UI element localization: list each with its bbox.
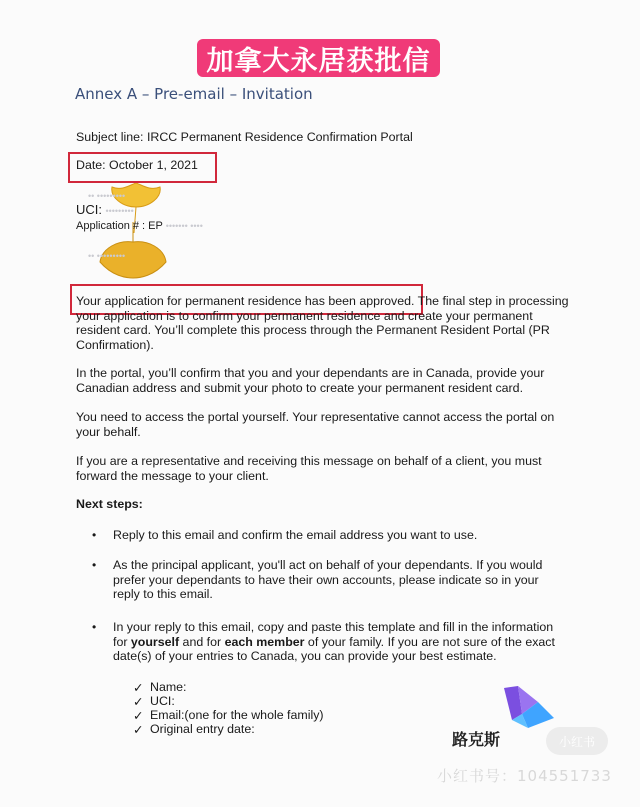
bullet3-bold-each-member: each member [224,634,305,649]
checklist-item-entry-date: Original entry date: [150,722,255,736]
bullet3-text: of your family. If you are not sure of the exact date(s) of your entries to Canada, you can provide your best estimate. [113,634,555,664]
approval-sentence: Your application for permanent residence has been approved. [76,294,415,308]
approval-rest: The final step in processing your application is to confirm your permanent residence and create your permanent resident card. You’ll complete this process through the Permanent Resident Portal (PR Confirmation). [76,294,569,353]
uci-value-blurred: ••••••••• [105,206,134,216]
checkmark-icon: ✓ [133,695,144,709]
checkmark-icon: ✓ [133,709,144,723]
bullet-icon: • [92,620,97,634]
bullet-item-2: As the principal applicant, you'll act on behalf of your dependants. If you would prefer your dependants to have their own accounts, please indicate so in your reply to this email. [113,558,543,602]
uci-label: UCI: [76,202,102,217]
xiaohongshu-id-watermark: 小红书号：104551733 [437,767,612,785]
bullet-icon: • [92,528,97,542]
portal-paragraph: In the portal, you’ll confirm that you and your dependants are in Canada, provide your Canadian address and submit your photo to create your permanent resident card. [76,366,545,395]
representative-paragraph: If you are a representative and receiving this message on behalf of a client, you must forward the message to your client. [76,454,542,483]
checklist-item-email: Email:(one for the whole family) [150,708,324,722]
brand-name: 路克斯 [452,730,501,749]
date-line: Date: October 1, 2021 [76,158,198,172]
bullet-item-1: Reply to this email and confirm the email address you want to use. [113,528,478,542]
application-line [76,219,203,234]
bullet3-bold-yourself: yourself [130,634,180,649]
application-label: Application # : EP [76,220,163,232]
checkmark-icon: ✓ [133,723,144,737]
bullet3-text: and for [179,634,225,649]
xiaohongshu-badge: 小红书 [546,727,608,755]
brand-logo-icon [498,684,556,730]
title-banner: 加拿大永居获批信 [197,39,440,77]
blurred-line: •• ••••••••• [88,251,126,261]
next-steps-heading: Next steps: [76,497,143,511]
bullet3-text: In your reply to this email, copy and paste this template and fill in the information for [113,620,554,649]
application-value-blurred: ••••••• •••• [165,221,203,231]
bullet-item-3 [113,620,563,664]
checkmark-icon: ✓ [133,681,144,695]
access-paragraph: You need to access the portal yourself. Your representative cannot access the portal on your behalf. [76,410,555,439]
approval-paragraph [76,294,576,353]
subject-line: Subject line: IRCC Permanent Residence Confirmation Portal [76,130,413,144]
checklist-item-uci: UCI: [150,694,175,708]
annex-heading: Annex A – Pre-email – Invitation [75,85,313,103]
bullet-icon: • [92,558,97,572]
checklist-item-name: Name: [150,680,187,694]
blurred-line: •• ••••••••• [88,191,126,201]
uci-line [76,202,134,219]
